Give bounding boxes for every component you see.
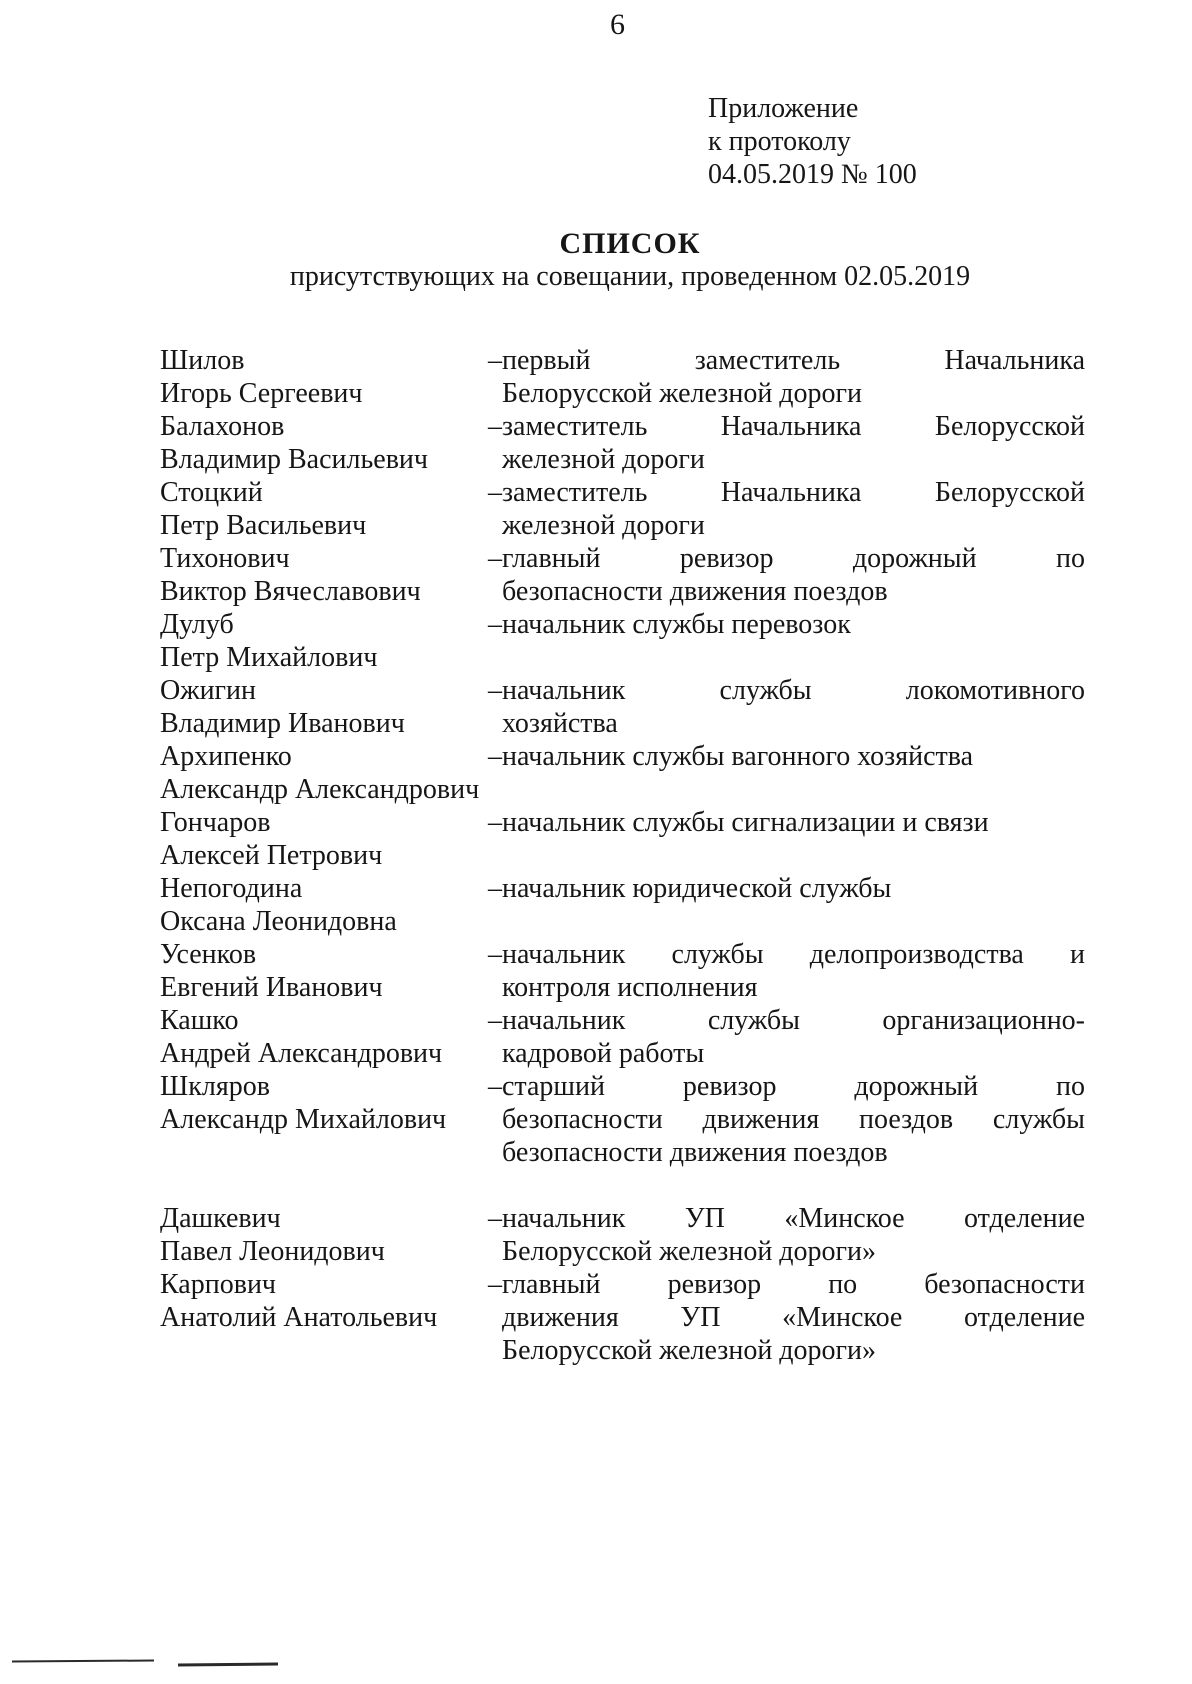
attendee-surname: Балахонов bbox=[160, 411, 285, 442]
attendee-row bbox=[160, 1070, 1085, 1169]
attendee-given-names: Игорь Сергеевич bbox=[160, 378, 363, 409]
attendee-role bbox=[488, 542, 1085, 608]
attendee-given-names: Павел Леонидович bbox=[160, 1236, 385, 1267]
attendee-name bbox=[160, 410, 488, 476]
attendee-row bbox=[160, 1004, 1085, 1070]
attendee-surname: Стоцкий bbox=[160, 477, 263, 508]
attendee-given-names: Виктор Вячеславович bbox=[160, 576, 421, 607]
attendee-given-names: Евгений Иванович bbox=[160, 972, 383, 1003]
dash-mark: – bbox=[488, 1203, 502, 1234]
attendee-role bbox=[488, 1268, 1085, 1367]
attendee-role-line: кадровой работы bbox=[502, 1038, 705, 1069]
dash-mark: – bbox=[488, 1005, 502, 1036]
dash-mark: – bbox=[488, 741, 502, 772]
attendee-name bbox=[160, 674, 488, 740]
dash-mark: – bbox=[488, 1071, 502, 1102]
attendee-given-names: Владимир Васильевич bbox=[160, 444, 428, 475]
attendee-role-line: заместитель Начальника Белорусской bbox=[502, 477, 1085, 508]
attendee-role bbox=[488, 344, 1085, 410]
attendee-role-line: Белорусской железной дороги bbox=[502, 378, 863, 409]
dash-mark: – bbox=[488, 609, 502, 640]
dash-mark: – bbox=[488, 807, 502, 838]
attendee-surname: Ожигин bbox=[160, 675, 257, 706]
attendee-surname: Шкляров bbox=[160, 1071, 270, 1102]
attendee-surname: Непогодина bbox=[160, 873, 303, 904]
dash-mark: – bbox=[488, 411, 502, 442]
attendee-role-line: Белорусской железной дороги» bbox=[502, 1236, 877, 1267]
attendee-row bbox=[160, 1202, 1085, 1268]
attendee-role bbox=[488, 410, 1085, 476]
dash-mark: – bbox=[488, 543, 502, 574]
attendee-role bbox=[488, 476, 1085, 542]
attendee-surname: Тихонович bbox=[160, 543, 290, 574]
attendee-role-line: движения УП «Минское отделение bbox=[502, 1302, 1085, 1333]
attendee-role-line: начальник УП «Минское отделение bbox=[502, 1203, 1085, 1234]
attendee-role bbox=[488, 608, 1085, 674]
attendee-row bbox=[160, 938, 1085, 1004]
attendee-role bbox=[488, 1202, 1085, 1268]
attendee-row bbox=[160, 674, 1085, 740]
footer-line bbox=[12, 1660, 154, 1663]
dash-mark: – bbox=[488, 939, 502, 970]
attendee-surname: Дашкевич bbox=[160, 1203, 281, 1234]
attendee-role-line: начальник службы сигнализации и связи bbox=[502, 807, 989, 838]
attendee-given-names: Петр Васильевич bbox=[160, 510, 367, 541]
attendee-role-line: безопасности движения поездов bbox=[502, 1137, 888, 1168]
attendee-role-line: начальник службы делопроизводства и bbox=[502, 939, 1085, 970]
attendee-list bbox=[160, 344, 1085, 1367]
attendee-name bbox=[160, 806, 488, 872]
attendee-role bbox=[488, 1070, 1085, 1169]
attendee-role bbox=[488, 872, 1085, 938]
attendee-role bbox=[488, 674, 1085, 740]
attendee-name bbox=[160, 608, 488, 674]
appendix-line-1: Приложение bbox=[708, 93, 859, 124]
document-title: СПИСОК bbox=[559, 227, 701, 260]
attendee-name bbox=[160, 476, 488, 542]
attendee-role-line: старший ревизор дорожный по bbox=[502, 1071, 1085, 1102]
attendee-row bbox=[160, 872, 1085, 938]
attendee-given-names: Александр Михайлович bbox=[160, 1104, 447, 1135]
attendee-row bbox=[160, 608, 1085, 674]
heading-block bbox=[160, 227, 1100, 293]
attendee-row bbox=[160, 476, 1085, 542]
attendee-surname: Архипенко bbox=[160, 741, 292, 772]
attendee-role-line: безопасности движения поездов bbox=[502, 576, 888, 607]
attendee-given-names: Анатолий Анатольевич bbox=[160, 1302, 438, 1333]
attendee-name bbox=[160, 872, 488, 938]
appendix-line-3: 04.05.2019 № 100 bbox=[708, 159, 917, 190]
attendee-row bbox=[160, 1268, 1085, 1367]
attendee-role-line: главный ревизор дорожный по bbox=[502, 543, 1085, 574]
attendee-surname: Кашко bbox=[160, 1005, 239, 1036]
attendee-surname: Шилов bbox=[160, 345, 245, 376]
attendee-role-line: хозяйства bbox=[502, 708, 618, 739]
attendee-name bbox=[160, 344, 488, 410]
attendee-role-line: безопасности движения поездов службы bbox=[502, 1104, 1085, 1135]
attendee-role-line: первый заместитель Начальника bbox=[502, 345, 1085, 376]
appendix-block bbox=[708, 92, 1108, 191]
document-subtitle: присутствующих на совещании, проведенном 02.05.2019 bbox=[289, 261, 971, 292]
attendee-given-names: Оксана Леонидовна bbox=[160, 906, 397, 937]
dash-mark: – bbox=[488, 1269, 502, 1300]
page-number: 6 bbox=[610, 8, 625, 41]
attendee-given-names: Владимир Иванович bbox=[160, 708, 405, 739]
attendee-given-names: Андрей Александрович bbox=[160, 1038, 443, 1069]
attendee-given-names: Алексей Петрович bbox=[160, 840, 383, 871]
appendix-line-2: к протоколу bbox=[708, 126, 851, 157]
attendee-given-names: Александр Александрович bbox=[160, 774, 480, 805]
attendee-name bbox=[160, 740, 488, 806]
attendee-role-line: контроля исполнения bbox=[502, 972, 758, 1003]
attendee-surname: Дулуб bbox=[160, 609, 234, 640]
attendee-name bbox=[160, 1268, 488, 1334]
attendee-role-line: начальник службы организационно- bbox=[502, 1005, 1085, 1036]
dash-mark: – bbox=[488, 345, 502, 376]
attendee-surname: Усенков bbox=[160, 939, 257, 970]
attendee-role-line: железной дороги bbox=[502, 510, 705, 541]
attendee-row bbox=[160, 410, 1085, 476]
attendee-surname: Карпович bbox=[160, 1269, 277, 1300]
attendee-role-line: Белорусской железной дороги» bbox=[502, 1335, 877, 1366]
attendee-role bbox=[488, 740, 1085, 806]
attendee-name bbox=[160, 938, 488, 1004]
attendee-role-line: начальник службы вагонного хозяйства bbox=[502, 741, 974, 772]
dash-mark: – bbox=[488, 873, 502, 904]
attendee-role bbox=[488, 806, 1085, 872]
attendee-name bbox=[160, 542, 488, 608]
attendee-name bbox=[160, 1202, 488, 1268]
attendee-given-names: Петр Михайлович bbox=[160, 642, 378, 673]
attendee-role bbox=[488, 1004, 1085, 1070]
dash-mark: – bbox=[488, 675, 502, 706]
attendee-name bbox=[160, 1004, 488, 1070]
footer-line bbox=[178, 1662, 278, 1666]
dash-mark: – bbox=[488, 477, 502, 508]
attendee-name bbox=[160, 1070, 488, 1136]
attendee-row bbox=[160, 740, 1085, 806]
attendee-role bbox=[488, 938, 1085, 1004]
attendee-role-line: главный ревизор по безопасности bbox=[502, 1269, 1085, 1300]
attendee-row bbox=[160, 542, 1085, 608]
attendee-role-line: начальник службы перевозок bbox=[502, 609, 851, 640]
attendee-role-line: начальник службы локомотивного bbox=[502, 675, 1085, 706]
attendee-role-line: начальник юридической службы bbox=[502, 873, 892, 904]
attendee-role-line: заместитель Начальника Белорусской bbox=[502, 411, 1085, 442]
attendee-row bbox=[160, 806, 1085, 872]
attendee-row bbox=[160, 344, 1085, 410]
attendee-role-line: железной дороги bbox=[502, 444, 705, 475]
attendee-surname: Гончаров bbox=[160, 807, 271, 838]
